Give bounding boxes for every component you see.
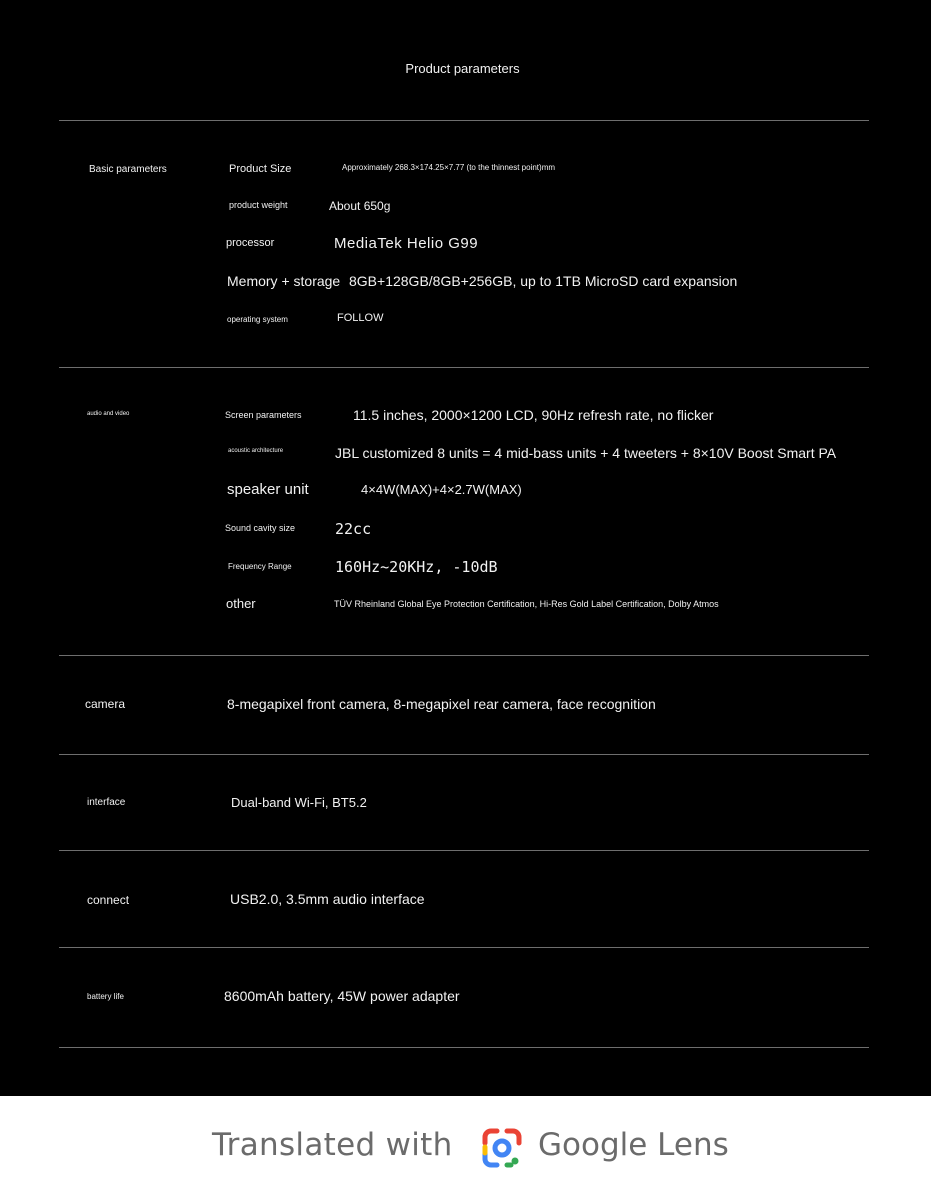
section-label-av: audio and video [87,411,130,417]
spec-name: speaker unit [227,481,309,498]
spec-value: Approximately 268.3×174.25×7.77 (to the thinnest point)mm [342,163,556,172]
spec-value: MediaTek Helio G99 [334,235,479,252]
spec-value: TÜV Rheinland Global Eye Protection Certification, Hi-Res Gold Label Certification, Dolby Atmos [334,599,719,609]
divider [59,850,869,851]
section-label-camera: camera [85,697,126,711]
spec-value: 22cc [335,520,372,538]
spec-value: About 650g [329,199,391,213]
divider [59,655,869,656]
google-lens-brand: Google Lens [538,1127,729,1163]
section-value-interface: Dual-band Wi-Fi, BT5.2 [231,795,367,810]
divider [59,120,869,121]
spec-name: Product Size [229,163,292,175]
divider [59,1047,869,1048]
spec-name: Sound cavity size [225,523,296,533]
google-lens-icon [481,1127,523,1169]
spec-value: 160Hz~20KHz, -10dB [335,558,498,576]
section-value-battery: 8600mAh battery, 45W power adapter [224,988,460,1004]
footer-text: Translated with [212,1127,453,1163]
page-title: Product parameters [405,61,520,76]
divider [59,947,869,948]
spec-name: processor [226,237,275,249]
spec-name: acoustic architecture [228,448,284,454]
section-value-camera: 8-megapixel front camera, 8-megapixel rear camera, face recognition [227,696,656,712]
spec-name: product weight [229,200,288,210]
spec-value: 8GB+128GB/8GB+256GB, up to 1TB MicroSD card expansion [349,273,738,289]
spec-name: Memory + storage [227,273,341,289]
translation-footer [0,1096,931,1200]
spec-value: FOLLOW [337,312,384,324]
divider [59,754,869,755]
spec-name: Screen parameters [225,410,302,420]
section-label-battery: battery life [87,992,124,1001]
section-value-connect: USB2.0, 3.5mm audio interface [230,891,425,907]
section-label-basic: Basic parameters [89,164,167,175]
divider [59,367,869,368]
spec-value: 11.5 inches, 2000×1200 LCD, 90Hz refresh rate, no flicker [353,407,714,423]
spec-name: operating system [227,315,288,324]
section-label-interface: interface [87,797,126,808]
spec-name: other [226,596,256,611]
section-label-connect: connect [87,893,130,907]
spec-value: JBL customized 8 units = 4 mid-bass units + 4 tweeters + 8×10V Boost Smart PA [335,445,837,461]
spec-value: 4×4W(MAX)+4×2.7W(MAX) [361,482,522,497]
spec-name: Frequency Range [228,562,292,571]
